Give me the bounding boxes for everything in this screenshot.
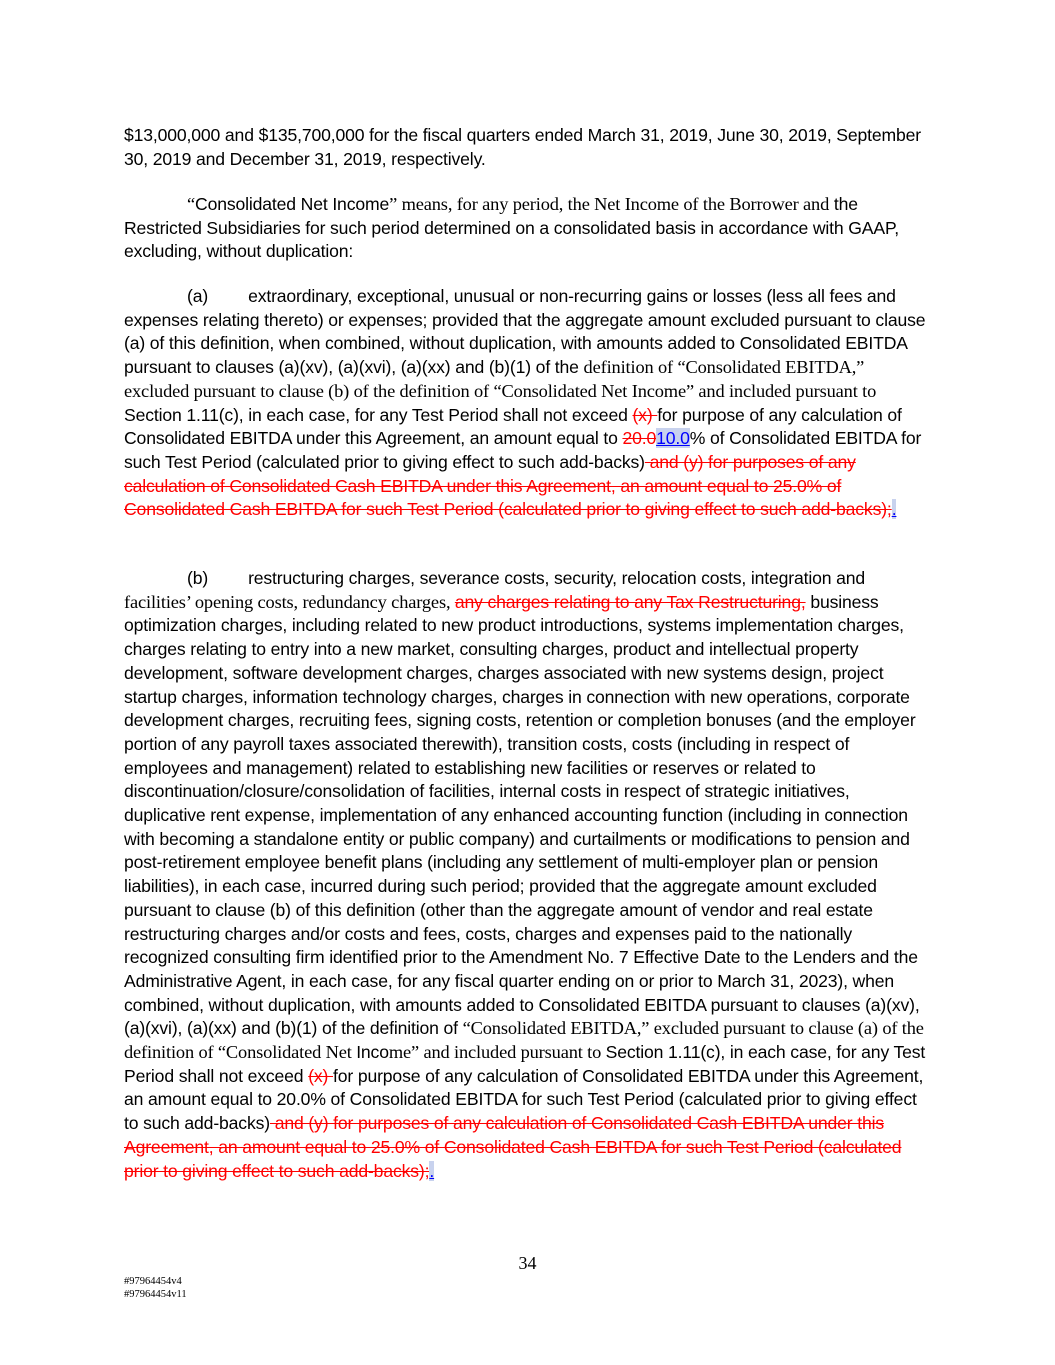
deleted-text: any charges relating to any Tax Restructuring, (454, 591, 806, 612)
clause-label: (a) (187, 286, 209, 306)
paragraph-text: $13,000,000 and $135,700,000 for the fiscal quarters ended March 31, 2019, June 30, 2019, September 30, 2019 and December 31, 2019, respectively. (124, 125, 922, 169)
deleted-text: and (y) for purposes of any calculation of Consolidated Cash EBITDA under this Agreement, an amount equal to 25.0% of Consolidated Cash EBITDA for such Test Period (calculated prior to giving effect to such add-backs); (124, 451, 892, 520)
clause-text-serif: definition of “Consolidated EBITDA,” excluded pursuant to clause (b) of the definition of “Consolidated Net Income” and included pursuant to (124, 357, 877, 401)
clause-text: Section 1.11(c), in each case, for any Test Period shall not exceed (124, 1042, 926, 1086)
clause-label: (b) (187, 568, 209, 588)
inserted-text: 10.0 (656, 428, 690, 449)
inserted-text: . (429, 1160, 435, 1181)
definition-body: the Restricted Subsidiaries for such period determined on a consolidated basis in accordance with GAAP, excluding, without duplication: (124, 194, 900, 262)
clause-text: for purpose of any calculation of Consolidated EBITDA under this Agreement, an amount equal to 20.0% of Consolidated EBITDA for such Test Period (calculated prior to giving effect to such add-backs) (124, 1065, 924, 1134)
paragraph-continuation (124, 124, 932, 171)
clause-text: for purpose of any calculation of Consolidated EBITDA under this Agreement, an amount equal to (124, 404, 902, 449)
page-number: 34 (518, 1253, 537, 1273)
inserted-text: . (891, 499, 897, 520)
clause-text-serif: “Consolidated EBITDA,” excluded pursuant to clause (a) of the definition of “Consolidated Net (124, 1018, 924, 1063)
clause-text: Inco (356, 1042, 389, 1063)
clause-text: restructuring charges, severance costs, security, relocation costs, integration and (248, 568, 866, 588)
clause-text-serif: facilities’ opening costs, redundancy charges, (124, 591, 455, 612)
footer-doc-id: #97964454v11 (124, 1288, 187, 1300)
document-footer (124, 1276, 187, 1301)
clause-text: extraordinary, exceptional, unusual or non-recurring gains or losses (less all fees and expenses relating thereto) or expenses; provided that the aggregate amount excluded pursuant to clause (a) of this definition, when combined, without duplication, with amounts added to Consolidated EBITDA pursuant to clauses (a)(xv), (a)(xvi), (a)(xx) and (b)(1) of the (124, 286, 926, 378)
clause-text: % of Consolidated EBITDA for such Test Period (calculated prior to giving effect to such add-backs) (124, 428, 922, 472)
open-quote: “ (187, 194, 196, 214)
deleted-text: (x) (308, 1065, 333, 1086)
clause-b (124, 567, 932, 1183)
clause-text: Section 1.11(c), in each case, for any Test Period shall not exceed (124, 404, 633, 425)
deleted-text: 20.0 (622, 428, 657, 449)
paragraph-consolidated-net-income (124, 193, 932, 264)
clause-text: business optimization charges, including related to new product introductions, systems implementation charges, charges relating to entry into a new market, consulting charges, product and intellectual property development, software development charges, charges associated with new systems design, project startup charges, information technology charges, charges in connection with new operations, corporate development charges, recruiting fees, signing costs, retention or completion bonuses (and the employer portion of any payroll taxes associated therewith), transition costs, costs (including in respect of employees and management) related to establishing new facilities or reserves or related to discontinuation/closure/consolidation of facilities, internal costs in respect of strategic initiatives, duplicative rent expense, implementation of any enhanced accounting function (including in connection with becoming a standalone entity or public company) and curtailments or modifications to pension and post-retirement employee benefit plans (including any settlement of multi-employer plan or pension liabilities), in each case, incurred during such period; provided that the aggregate amount excluded pursuant to clause (b) of this definition (other than the aggregate amount of vendor and real estate restructuring charges and/or costs and fees, costs, charges and expenses paid to the nationally recognized consulting firm identified prior to the Amendment No. 7 Effective Date to the Lenders and the Administrative Agent, in each case, for any fiscal quarter ending on or prior to March 31, 2023), when combined, without duplication, with amounts added to Consolidated EBITDA pursuant to clauses (a)(xv), (a)(xvi), (a)(xx) and (b)(1) of the definition of (124, 591, 920, 1039)
deleted-text: (x) (632, 404, 658, 425)
clause-a (124, 285, 932, 522)
deleted-text: and (y) for purposes of any calculation of Consolidated Cash EBITDA under this Agreement, an amount equal to 25.0% of Consolidated Cash EBITDA for such Test Period (calculated prior to giving effect to such add-backs); (124, 1113, 902, 1181)
defined-term: Consolidated Net Income (195, 194, 390, 214)
clause-text-serif: me” and included pursuant to (388, 1042, 606, 1063)
footer-doc-id: #97964454v4 (124, 1276, 182, 1287)
definition-intro: ” means, for any period, the Net Income of the Borrower and (389, 194, 830, 214)
